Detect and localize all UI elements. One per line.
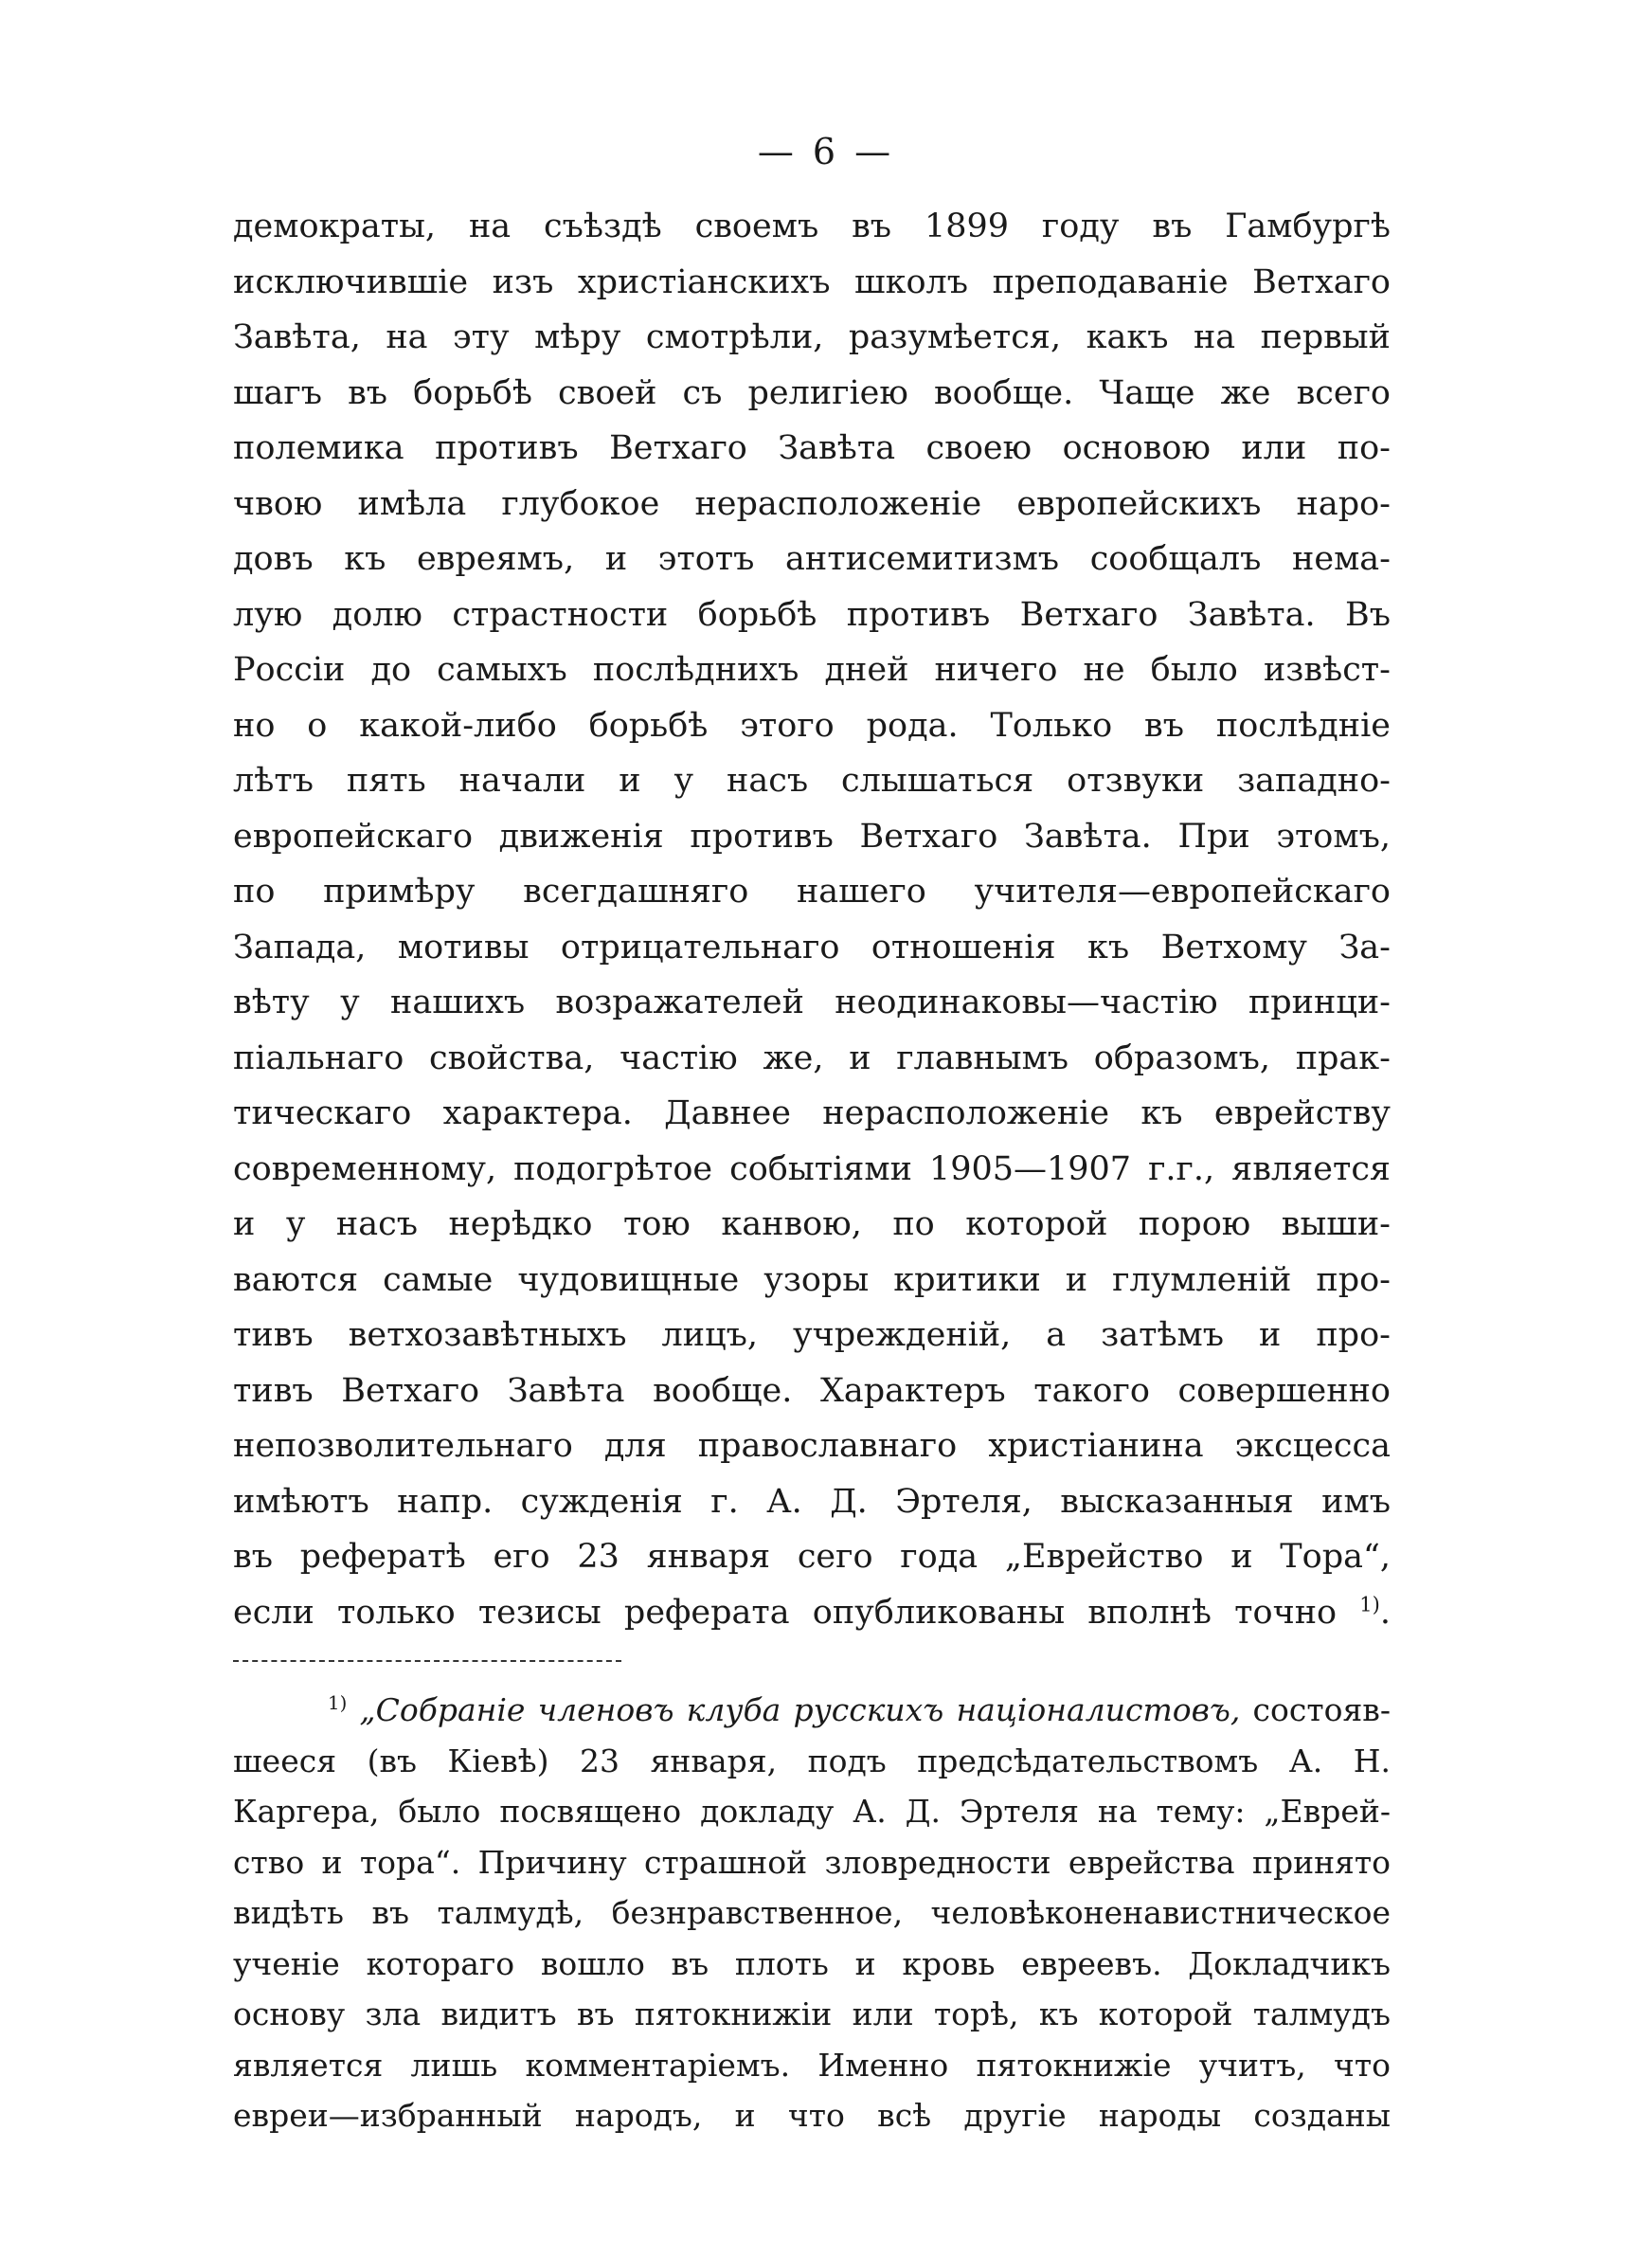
text-line: Запада, мотивы отрицательнаго отношенія къ Ветхому За- (233, 928, 1391, 966)
text-line-content: если только тезисы реферата опубликованы вполнѣ точно (233, 1593, 1338, 1632)
footnote-line: видѣть въ талмудѣ, безнравственное, человѣконенавистническое (233, 1894, 1391, 1931)
text-line: непозволительнаго для православнаго христіанина эксцесса (233, 1427, 1391, 1465)
text-line: въ рефератѣ его 23 января сего года „Еврейство и Тора“, (233, 1538, 1391, 1576)
footnote-mark: 1) (328, 1692, 348, 1714)
footnote-separator (233, 1660, 621, 1662)
footnote-line (233, 1685, 1391, 1736)
text-line: имѣютъ напр. сужденія г. А. Д. Эртеля, высказанныя имъ (233, 1482, 1391, 1521)
text-line: исключившіе изъ христіанскихъ школъ преподаваніе Ветхаго (233, 262, 1391, 301)
text-line: но о какой-либо борьбѣ этого рода. Только въ послѣдніе (233, 706, 1391, 745)
footnote-italic-lead: „Собраніе членовъ клуба русскихъ націоналистовъ, (359, 1691, 1241, 1728)
footnote-line: Каргера, было посвящено докладу А. Д. Эртеля на тему: „Еврей- (233, 1793, 1391, 1830)
closing-punctuation: . (1379, 1593, 1391, 1632)
footnote-line: является лишь комментаріемъ. Именно пятокнижіе учитъ, что (233, 2046, 1391, 2084)
text-line: по примѣру всегдашняго нашего учителя—европейскаго (233, 873, 1391, 911)
text-line: демократы, на съѣздѣ своемъ въ 1899 году въ Гамбургѣ (233, 208, 1391, 245)
text-line: чвою имѣла глубокое нерасположеніе европейскихъ наро- (233, 484, 1391, 523)
text-line: тивъ ветхозавѣтныхъ лицъ, учрежденій, а затѣмъ и про- (233, 1316, 1391, 1354)
text-line: лѣтъ пять начали и у насъ слышаться отзвуки западно- (233, 762, 1391, 800)
text-line: Завѣта, на эту мѣру смотрѣли, разумѣется, какъ на первый (233, 318, 1391, 356)
text-line: европейскаго движенія противъ Ветхаго Завѣта. При этомъ, (233, 817, 1391, 856)
footnote-lead-rest: состояв- (1252, 1691, 1391, 1728)
text-line: довъ къ евреямъ, и этотъ антисемитизмъ сообщалъ нема- (233, 540, 1391, 578)
text-line: лую долю страстности борьбѣ противъ Ветхаго Завѣта. Въ (233, 595, 1391, 634)
text-line: піальнаго свойства, частію же, и главнымъ образомъ, прак- (233, 1038, 1391, 1077)
page-number: — 6 — (757, 131, 895, 172)
footnote (233, 1685, 1391, 2141)
text-line: и у насъ нерѣдко тою канвою, по которой порою выши- (233, 1205, 1391, 1243)
text-line-last (233, 1585, 1391, 1641)
footnote-line: основу зла видитъ въ пятокнижіи или торѣ, къ которой талмудъ (233, 1995, 1391, 2032)
footnote-line: шееся (въ Кіевѣ) 23 января, подъ предсѣдательствомъ А. Н. (233, 1742, 1391, 1779)
text-line: современному, подогрѣтое событіями 1905—1907 г.г., является (233, 1149, 1391, 1188)
text-line: полемика противъ Ветхаго Завѣта своею основою или по- (233, 429, 1391, 467)
main-text (233, 199, 1391, 1640)
text-line: Россіи до самыхъ послѣднихъ дней ничего не было извѣст- (233, 651, 1391, 689)
text-line: шагъ въ борьбѣ своей съ религіею вообще. Чаще же всего (233, 373, 1391, 412)
text-line: тивъ Ветхаго Завѣта вообще. Характеръ такого совершенно (233, 1371, 1391, 1410)
text-line: тическаго характера. Давнее нерасположеніе къ еврейству (233, 1094, 1391, 1132)
footnote-line: ученіе котораго вошло въ плоть и кровь евреевъ. Докладчикъ (233, 1944, 1391, 1982)
footnote-line: евреи—избранный народъ, и что всѣ другіе народы созданы (233, 2097, 1391, 2134)
text-line: вѣту у нашихъ возражателей неодинаковы—частію принци- (233, 984, 1391, 1021)
footnote-reference: 1) (1359, 1592, 1380, 1616)
text-line: ваются самые чудовищные узоры критики и глумленій про- (233, 1260, 1391, 1299)
footnote-line: ство и тора“. Причину страшной зловредности еврейства принято (233, 1843, 1391, 1881)
